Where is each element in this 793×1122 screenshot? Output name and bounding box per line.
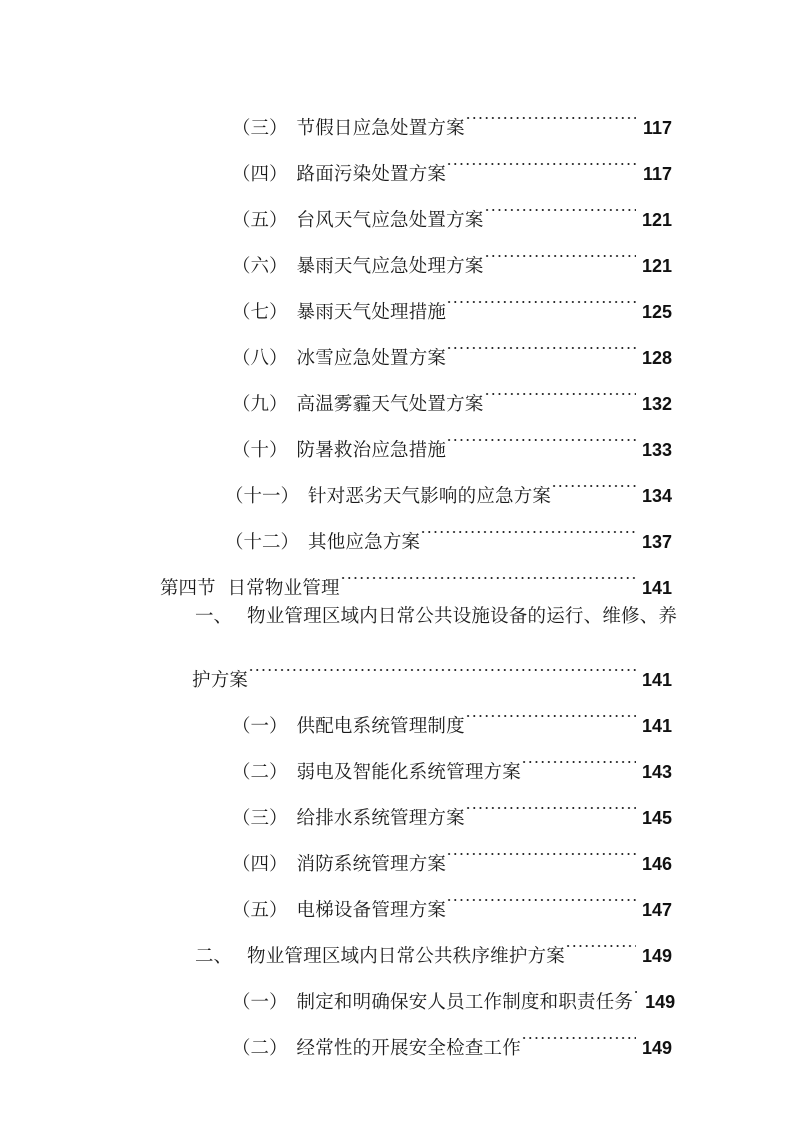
toc-page-number: 141 [641,716,672,736]
toc-entry-title: 节假日应急处置方案 [296,119,465,139]
toc-entry-number: 第四节 [160,579,216,599]
leader-dots [521,1008,636,1054]
toc-page-number: 143 [641,762,672,782]
leader-dots [484,180,636,226]
toc-page-number: 137 [641,532,672,552]
toc-entry[interactable] [0,824,793,875]
toc-entry-number: （六） [232,257,288,277]
toc-entry[interactable] [0,88,793,139]
toc-entry-number: （十二） [225,533,300,553]
toc-entry-number: （五） [232,901,288,921]
toc-page-number: 149 [641,1038,672,1058]
toc-entry-title: 路面污染处置方案 [296,165,447,185]
toc-entry-title: 其他应急方案 [308,533,421,553]
toc-entry[interactable] [0,410,793,461]
toc-page-number: 121 [641,256,672,276]
toc-entry-number: （一） [232,717,288,737]
leader-dots [633,962,639,1008]
toc-page-number: 125 [641,302,672,322]
toc-entry[interactable] [0,548,793,599]
leader-dots [521,732,636,778]
toc-entry[interactable] [0,272,793,323]
toc-entry-title: 给排水系统管理方案 [296,809,465,829]
toc-page-number: 141 [641,578,672,598]
toc-entry[interactable] [0,686,793,737]
toc-entry-title: 制定和明确保安人员工作制度和职责任务 [296,993,634,1013]
toc-entry-title: 消防系统管理方案 [296,855,447,875]
toc-entry-title: 暴雨天气处理措施 [296,303,447,323]
toc-entry-number: （十） [232,441,288,461]
toc-entry-number: （三） [232,119,288,139]
leader-dots [465,778,636,824]
toc-entry-title: 台风天气应急处置方案 [296,211,484,231]
leader-dots [465,88,636,134]
toc-entry-number: （十一） [225,487,300,507]
leader-dots [446,318,636,364]
toc-entry-number: 一、 [195,607,233,627]
toc-entry-number: （四） [232,855,288,875]
toc-page-number: 132 [641,394,672,414]
toc-entry[interactable] [0,456,793,507]
leader-dots [465,686,636,732]
toc-page-number: 121 [641,210,672,230]
toc-page-number: 145 [641,808,672,828]
toc-entry-number: （五） [232,211,288,231]
toc-page-number: 149 [641,946,672,966]
toc-entry[interactable] [0,502,793,553]
toc-page-number: 141 [641,670,672,690]
leader-dots [551,456,636,502]
toc-entry-number: （八） [232,349,288,369]
toc-entry-title: 日常物业管理 [227,579,340,599]
toc-page-number: 134 [641,486,672,506]
toc-entry[interactable] [0,1008,793,1059]
toc-entry-row [0,1008,793,1072]
table-of-contents [0,88,793,1059]
toc-page-number: 133 [641,440,672,460]
toc-entry-title: 供配电系统管理制度 [296,717,465,737]
leader-dots [446,824,636,870]
toc-entry[interactable] [0,180,793,231]
toc-entry-title: 经常性的开展安全检查工作 [296,1039,521,1059]
leader-dots [446,134,636,180]
toc-entry[interactable] [0,134,793,185]
toc-entry-number: （七） [232,303,288,323]
toc-entry-title: 物业管理区域内日常公共设施设备的运行、维修、养 [247,607,678,627]
toc-entry[interactable] [0,226,793,277]
toc-entry-line-2 [0,640,793,691]
leader-dots [446,870,636,916]
toc-page-number: 128 [641,348,672,368]
toc-entry-number: （三） [232,809,288,829]
leader-dots [565,916,636,962]
toc-page-number: 149 [645,992,676,1012]
toc-page-number: 117 [642,164,672,184]
toc-entry[interactable] [0,732,793,783]
toc-entry[interactable] [0,318,793,369]
toc-entry-number: （九） [232,395,288,415]
leader-dots [248,640,636,686]
toc-entry-line-1 [0,594,793,640]
toc-entry-number: （一） [232,993,288,1013]
toc-entry-title: 物业管理区域内日常公共秩序维护方案 [247,947,565,967]
toc-entry[interactable] [0,962,793,1013]
toc-entry-number: （二） [232,763,288,783]
toc-entry-title: 暴雨天气应急处理方案 [296,257,484,277]
leader-dots [484,226,636,272]
toc-entry[interactable] [0,364,793,415]
toc-page-number: 146 [641,854,672,874]
toc-entry-title: 电梯设备管理方案 [296,901,447,921]
leader-dots [446,272,636,318]
leader-dots [446,410,636,456]
toc-entry-number: （四） [232,165,288,185]
toc-entry[interactable] [0,870,793,921]
leader-dots [484,364,636,410]
toc-entry-title: 高温雾霾天气处置方案 [296,395,484,415]
toc-entry-title: 防暑救治应急措施 [296,441,447,461]
toc-page-number: 147 [641,900,672,920]
toc-entry[interactable] [0,778,793,829]
toc-entry-number: （二） [232,1039,288,1059]
toc-page-number: 117 [642,118,672,138]
toc-entry[interactable] [0,594,793,691]
leader-dots [420,502,636,548]
toc-entry-title: 弱电及智能化系统管理方案 [296,763,521,783]
toc-entry-title-continued: 护方案 [192,671,249,691]
toc-entry-number: 二、 [195,947,233,967]
leader-dots [340,548,636,594]
toc-entry-title: 针对恶劣天气影响的应急方案 [308,487,552,507]
toc-entry-title: 冰雪应急处置方案 [296,349,447,369]
toc-entry[interactable] [0,916,793,967]
